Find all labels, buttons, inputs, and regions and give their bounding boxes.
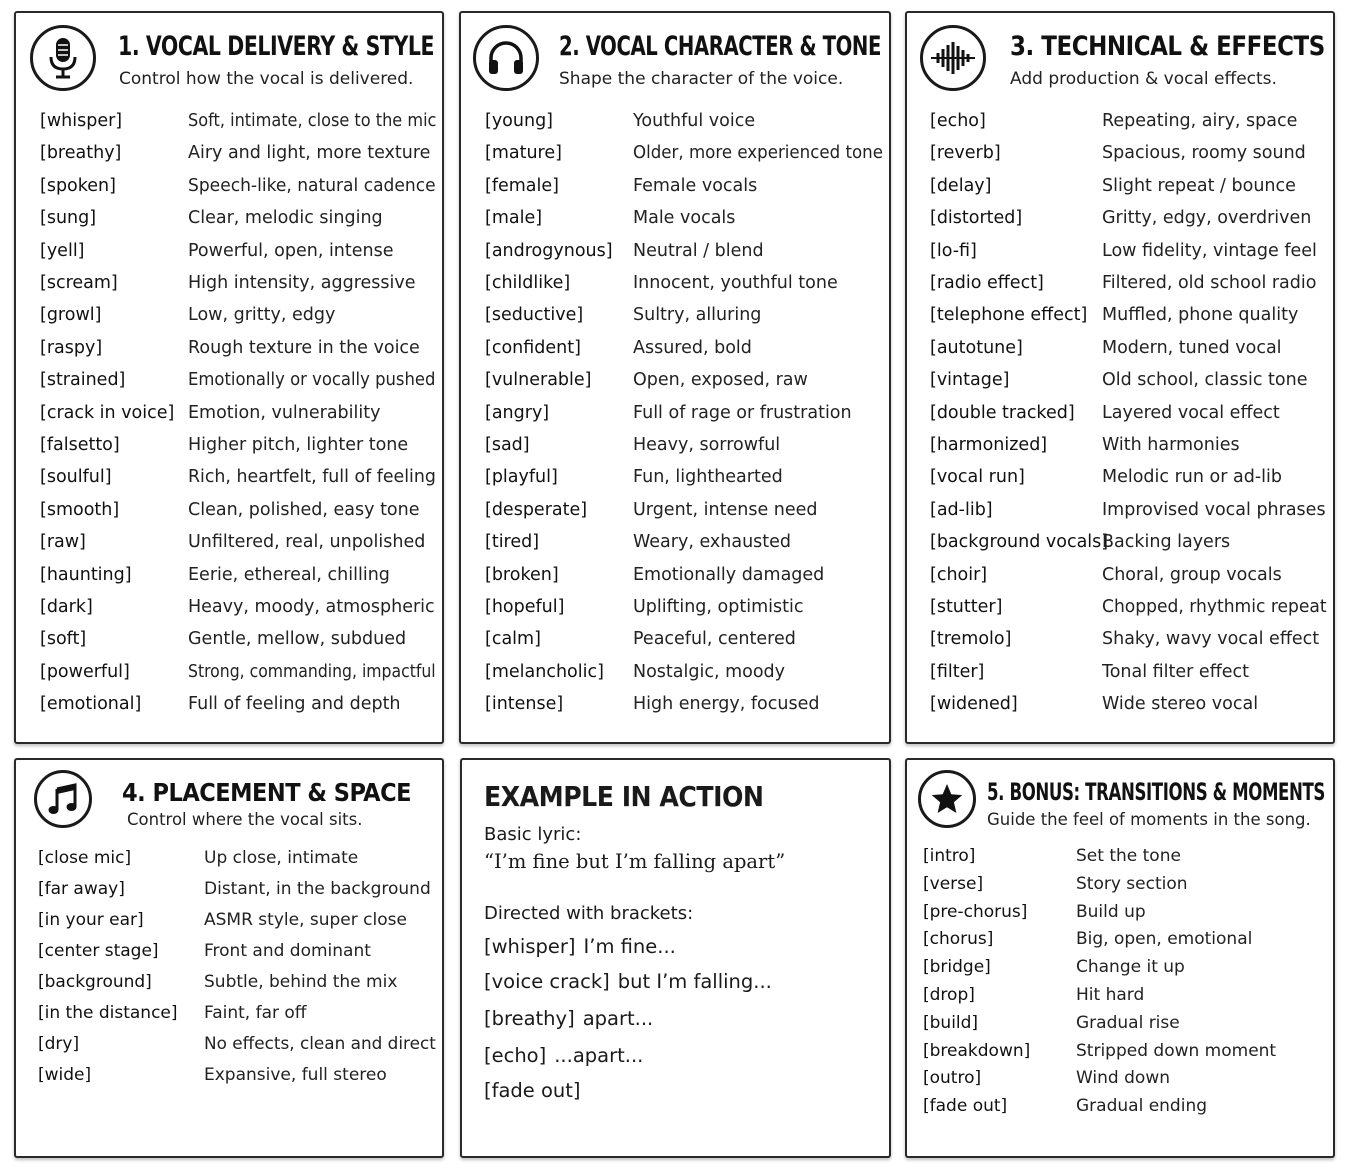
tag-description: Gritty, edgy, overdriven bbox=[1102, 208, 1312, 229]
tag-keyword: [young] bbox=[485, 111, 554, 131]
tag-description: Open, exposed, raw bbox=[633, 370, 808, 391]
tag-keyword: [hopeful] bbox=[485, 597, 565, 617]
panel-title: 3. TECHNICAL & EFFECTS bbox=[1010, 31, 1325, 62]
tag-keyword: [fade out] bbox=[923, 1096, 1008, 1117]
example-text: ...apart... bbox=[554, 1044, 644, 1067]
vocal-delivery-panel bbox=[14, 11, 444, 744]
vocal-character-panel bbox=[459, 11, 891, 744]
tag-keyword: [vintage] bbox=[930, 370, 1010, 391]
tag-description: Shaky, wavy vocal effect bbox=[1102, 629, 1320, 650]
basic-lyric: “I’m fine but I’m falling apart” bbox=[484, 850, 786, 873]
tag-description: Subtle, behind the mix bbox=[204, 972, 398, 992]
tag-description: Story section bbox=[1076, 873, 1188, 894]
tag-description: Clean, polished, easy tone bbox=[188, 499, 420, 520]
tag-description: Distant, in the background bbox=[204, 879, 431, 899]
panel-subtitle: Shape the character of the voice. bbox=[559, 69, 844, 89]
tag-keyword: [sung] bbox=[40, 208, 97, 229]
tag-keyword: [crack in voice] bbox=[40, 402, 175, 423]
tag-keyword: [distorted] bbox=[930, 208, 1023, 229]
tag-description: Melodic run or ad-lib bbox=[1102, 467, 1282, 488]
tag-keyword: [seductive] bbox=[485, 305, 584, 326]
tag-keyword: [ad-lib] bbox=[930, 499, 993, 520]
tag-keyword: [far away] bbox=[38, 879, 125, 899]
tag-keyword: [broken] bbox=[485, 564, 559, 585]
tag-keyword: [tremolo] bbox=[930, 629, 1012, 650]
tag-description: Tonal filter effect bbox=[1102, 661, 1250, 682]
tag-keyword: [background vocals] bbox=[930, 532, 1109, 553]
tag-keyword: [haunting] bbox=[40, 564, 132, 585]
tag-description: Male vocals bbox=[633, 208, 736, 229]
tag-keyword: [close mic] bbox=[38, 848, 132, 868]
tag-keyword: [background] bbox=[38, 972, 152, 992]
tag-description: Low, gritty, edgy bbox=[188, 305, 336, 326]
example-tag: [breathy] bbox=[484, 1007, 575, 1030]
tag-keyword: [spoken] bbox=[40, 175, 116, 196]
tag-description: Uplifting, optimistic bbox=[633, 597, 804, 617]
tag-keyword: [female] bbox=[485, 175, 559, 196]
tag-description: Up close, intimate bbox=[204, 848, 359, 868]
tag-description: Choral, group vocals bbox=[1102, 564, 1282, 585]
tag-keyword: [verse] bbox=[923, 873, 984, 894]
tag-description: Eerie, ethereal, chilling bbox=[188, 564, 390, 585]
tag-description: Youthful voice bbox=[633, 111, 756, 131]
tag-description: Front and dominant bbox=[204, 941, 371, 961]
tag-description: Speech-like, natural cadence bbox=[188, 175, 436, 196]
example-tag: [echo] bbox=[484, 1044, 547, 1067]
tag-keyword: [dark] bbox=[40, 597, 93, 617]
tag-keyword: [raw] bbox=[40, 532, 86, 553]
tag-description: Backing layers bbox=[1102, 532, 1231, 553]
tag-description: Chopped, rhythmic repeat bbox=[1102, 597, 1327, 617]
tag-description: With harmonies bbox=[1102, 435, 1240, 455]
example-line bbox=[484, 935, 676, 958]
tag-keyword: [sad] bbox=[485, 435, 530, 455]
tag-keyword: [smooth] bbox=[40, 499, 120, 520]
example-line bbox=[484, 1044, 643, 1067]
tag-keyword: [widened] bbox=[930, 694, 1018, 715]
tag-keyword: [reverb] bbox=[930, 143, 1001, 164]
example-panel bbox=[460, 758, 891, 1158]
tag-keyword: [lo-fi] bbox=[930, 240, 977, 261]
tag-description: Repeating, airy, space bbox=[1102, 111, 1298, 131]
panel-subtitle: Guide the feel of moments in the song. bbox=[987, 810, 1311, 829]
tag-description: Muffled, phone quality bbox=[1102, 305, 1299, 326]
tag-description: Airy and light, more texture bbox=[188, 143, 431, 164]
panel-title: 2. VOCAL CHARACTER & TONE bbox=[559, 31, 881, 62]
tag-description: Wide stereo vocal bbox=[1102, 694, 1259, 715]
tag-keyword: [yell] bbox=[40, 240, 85, 261]
tag-description: Emotion, vulnerability bbox=[188, 402, 381, 423]
tag-description: Build up bbox=[1076, 901, 1146, 922]
tag-description: Faint, far off bbox=[204, 1003, 307, 1023]
example-line bbox=[484, 1079, 589, 1102]
tag-keyword: [drop] bbox=[923, 985, 975, 1005]
tag-keyword: [autotune] bbox=[930, 337, 1023, 358]
panel-title: 5. BONUS: TRANSITIONS & MOMENTS bbox=[987, 778, 1325, 806]
tag-keyword: [playful] bbox=[485, 467, 558, 488]
tag-keyword: [confident] bbox=[485, 337, 581, 358]
tag-description: Stripped down moment bbox=[1076, 1040, 1277, 1061]
tag-description: Assured, bold bbox=[633, 337, 752, 358]
microphone-icon bbox=[30, 25, 96, 91]
tag-keyword: [wide] bbox=[38, 1065, 92, 1085]
tag-description: Emotionally or vocally pushed bbox=[188, 370, 436, 391]
tag-keyword: [build] bbox=[923, 1012, 979, 1033]
tag-description: Neutral / blend bbox=[633, 240, 764, 261]
tag-keyword: [soft] bbox=[40, 629, 87, 650]
tag-keyword: [mature] bbox=[485, 143, 562, 164]
tag-keyword: [emotional] bbox=[40, 694, 142, 715]
tag-keyword: [choir] bbox=[930, 564, 988, 585]
tag-description: Nostalgic, moody bbox=[633, 661, 786, 682]
tag-description: Full of rage or frustration bbox=[633, 402, 852, 423]
tag-keyword: [breakdown] bbox=[923, 1040, 1031, 1061]
tag-description: Layered vocal effect bbox=[1102, 402, 1280, 423]
tag-keyword: [powerful] bbox=[40, 661, 130, 682]
tag-keyword: [soulful] bbox=[40, 467, 112, 488]
tag-description: Spacious, roomy sound bbox=[1102, 143, 1306, 164]
tag-keyword: [radio effect] bbox=[930, 273, 1044, 293]
tag-description: Higher pitch, lighter tone bbox=[188, 435, 409, 455]
tag-description: Innocent, youthful tone bbox=[633, 273, 838, 293]
tag-description: No effects, clean and direct bbox=[204, 1034, 436, 1054]
tag-description: Full of feeling and depth bbox=[188, 694, 401, 715]
tag-description: Gentle, mellow, subdued bbox=[188, 629, 407, 650]
tag-keyword: [pre-chorus] bbox=[923, 901, 1028, 922]
technical-effects-panel bbox=[905, 11, 1335, 744]
tag-keyword: [outro] bbox=[923, 1068, 982, 1089]
tag-description: Hit hard bbox=[1076, 985, 1145, 1005]
example-text: I’m fine... bbox=[583, 935, 676, 958]
tag-description: ASMR style, super close bbox=[204, 910, 407, 930]
tag-description: Heavy, sorrowful bbox=[633, 435, 781, 455]
tag-description: Sultry, alluring bbox=[633, 305, 762, 326]
example-tag: [whisper] bbox=[484, 935, 576, 958]
tag-description: Change it up bbox=[1076, 957, 1185, 978]
tag-keyword: [whisper] bbox=[40, 111, 123, 131]
tag-description: Rough texture in the voice bbox=[188, 337, 420, 358]
tag-description: Filtered, old school radio bbox=[1102, 273, 1317, 293]
placement-space-panel bbox=[14, 758, 444, 1158]
tag-keyword: [stutter] bbox=[930, 597, 1003, 617]
tag-description: High intensity, aggressive bbox=[188, 273, 416, 293]
tag-keyword: [male] bbox=[485, 208, 543, 229]
tag-description: Modern, tuned vocal bbox=[1102, 337, 1282, 358]
tag-description: Powerful, open, intense bbox=[188, 240, 394, 261]
tag-keyword: [angry] bbox=[485, 402, 550, 423]
panel-subtitle: Control where the vocal sits. bbox=[127, 810, 363, 829]
tag-description: Big, open, emotional bbox=[1076, 929, 1253, 950]
basic-lyric-label: Basic lyric: bbox=[484, 824, 582, 845]
tag-keyword: [bridge] bbox=[923, 957, 991, 978]
tag-keyword: [intro] bbox=[923, 846, 976, 866]
example-text: but I’m falling... bbox=[617, 970, 772, 993]
tag-keyword: [echo] bbox=[930, 111, 986, 131]
example-text: apart... bbox=[582, 1007, 654, 1030]
transitions-moments-panel bbox=[905, 758, 1335, 1158]
tag-keyword: [falsetto] bbox=[40, 435, 120, 455]
tag-keyword: [double tracked] bbox=[930, 402, 1075, 423]
panel-title: 4. PLACEMENT & SPACE bbox=[122, 778, 411, 807]
tag-keyword: [tired] bbox=[485, 532, 540, 553]
tag-description: Old school, classic tone bbox=[1102, 370, 1308, 391]
panel-subtitle: Control how the vocal is delivered. bbox=[119, 69, 414, 89]
tag-description: High energy, focused bbox=[633, 694, 820, 715]
tag-description: Unfiltered, real, unpolished bbox=[188, 532, 426, 553]
tag-description: Female vocals bbox=[633, 175, 758, 196]
tag-description: Clear, melodic singing bbox=[188, 208, 383, 229]
example-title: EXAMPLE IN ACTION bbox=[484, 780, 764, 813]
tag-description: Slight repeat / bounce bbox=[1102, 175, 1296, 196]
tag-description: Expansive, full stereo bbox=[204, 1065, 387, 1085]
tag-keyword: [in the distance] bbox=[38, 1003, 178, 1023]
example-line bbox=[484, 1007, 653, 1030]
tag-keyword: [harmonized] bbox=[930, 435, 1048, 455]
star-icon bbox=[918, 770, 976, 828]
panel-title: 1. VOCAL DELIVERY & STYLE bbox=[118, 31, 435, 62]
tag-keyword: [vocal run] bbox=[930, 467, 1025, 488]
example-tag: [voice crack] bbox=[484, 970, 610, 993]
tag-keyword: [strained] bbox=[40, 370, 126, 391]
tag-keyword: [center stage] bbox=[38, 941, 159, 961]
tag-description: Strong, commanding, impactful bbox=[188, 661, 436, 682]
tag-keyword: [in your ear] bbox=[38, 910, 144, 930]
tag-keyword: [dry] bbox=[38, 1034, 80, 1054]
tag-description: Weary, exhausted bbox=[633, 532, 792, 553]
example-tag: [fade out] bbox=[484, 1079, 581, 1102]
headphones-icon bbox=[473, 25, 539, 91]
directed-label: Directed with brackets: bbox=[484, 903, 694, 924]
tag-keyword: [growl] bbox=[40, 305, 102, 326]
tag-keyword: [breathy] bbox=[40, 143, 122, 164]
tag-keyword: [androgynous] bbox=[485, 240, 613, 261]
tag-keyword: [vulnerable] bbox=[485, 370, 592, 391]
tag-keyword: [chorus] bbox=[923, 929, 994, 950]
tag-description: Older, more experienced tone bbox=[633, 143, 883, 164]
tag-keyword: [scream] bbox=[40, 273, 118, 293]
tag-description: Soft, intimate, close to the mic bbox=[188, 111, 437, 131]
tag-keyword: [melancholic] bbox=[485, 661, 604, 682]
tag-keyword: [raspy] bbox=[40, 337, 103, 358]
tag-keyword: [filter] bbox=[930, 661, 985, 682]
tag-description: Gradual ending bbox=[1076, 1096, 1208, 1117]
tag-description: Set the tone bbox=[1076, 846, 1181, 866]
tag-description: Urgent, intense need bbox=[633, 499, 818, 520]
tag-description: Rich, heartfelt, full of feeling bbox=[188, 467, 436, 488]
tag-keyword: [delay] bbox=[930, 175, 992, 196]
tag-keyword: [calm] bbox=[485, 629, 541, 650]
tag-description: Wind down bbox=[1076, 1068, 1170, 1089]
tag-description: Low fidelity, vintage feel bbox=[1102, 240, 1317, 261]
waveform-icon bbox=[920, 25, 986, 91]
tag-keyword: [intense] bbox=[485, 694, 564, 715]
tag-description: Peaceful, centered bbox=[633, 629, 796, 650]
tag-description: Emotionally damaged bbox=[633, 564, 825, 585]
tag-keyword: [telephone effect] bbox=[930, 305, 1088, 326]
tag-description: Fun, lighthearted bbox=[633, 467, 783, 488]
panel-subtitle: Add production & vocal effects. bbox=[1010, 69, 1277, 89]
music-note-icon bbox=[34, 770, 92, 828]
tag-keyword: [desperate] bbox=[485, 499, 588, 520]
tag-description: Improvised vocal phrases bbox=[1102, 499, 1326, 520]
example-line bbox=[484, 970, 772, 993]
tag-description: Heavy, moody, atmospheric bbox=[188, 597, 435, 617]
tag-keyword: [childlike] bbox=[485, 273, 571, 293]
tag-description: Gradual rise bbox=[1076, 1012, 1180, 1033]
